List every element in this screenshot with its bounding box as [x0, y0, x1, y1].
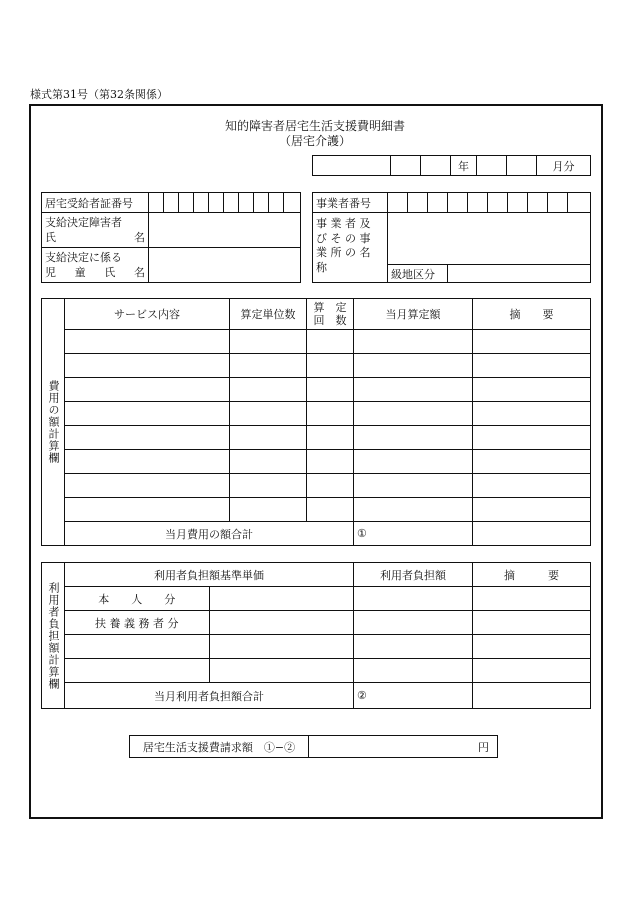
header-burden-remarks: 摘 要 [473, 563, 591, 587]
service-cell[interactable] [65, 426, 230, 450]
region-field[interactable] [448, 265, 591, 283]
unit-cell[interactable] [230, 330, 307, 354]
cost-side-label [42, 299, 65, 546]
burden-total-remarks[interactable] [473, 683, 591, 709]
cost-total-marker: ① [357, 527, 367, 540]
document-subtitle: （居宅介護） [278, 134, 351, 148]
recipient-name-field[interactable] [149, 213, 301, 248]
count-cell[interactable] [307, 330, 354, 354]
service-cell[interactable] [65, 474, 230, 498]
provider-digit[interactable] [508, 193, 528, 213]
cost-row [42, 330, 591, 354]
claim-label: 居宅生活支援費請求額 ①−② [130, 736, 309, 758]
burden-row-dependent [42, 611, 591, 635]
cost-row [42, 474, 591, 498]
remarks-cell[interactable] [473, 330, 591, 354]
dependent-amount-cell[interactable] [354, 611, 473, 635]
burden-base-cell[interactable] [209, 635, 354, 659]
burden-remarks-cell[interactable] [473, 635, 591, 659]
count-cell[interactable] [307, 474, 354, 498]
cert-digit[interactable] [179, 193, 194, 213]
date-era-cell[interactable] [313, 156, 391, 176]
burden-amount-cell[interactable] [354, 659, 473, 683]
amount-cell[interactable] [354, 402, 473, 426]
provider-digit[interactable] [388, 193, 408, 213]
burden-row-self [42, 587, 591, 611]
amount-cell[interactable] [354, 450, 473, 474]
provider-label-line1: 事 業 者 及 [316, 217, 371, 230]
provider-digit[interactable] [408, 193, 428, 213]
burden-side-text: 利用者負担額計算欄 [47, 581, 60, 690]
unit-cell[interactable] [230, 426, 307, 450]
remarks-cell[interactable] [473, 498, 591, 522]
amount-cell[interactable] [354, 354, 473, 378]
unit-cell[interactable] [230, 474, 307, 498]
count-cell[interactable] [307, 354, 354, 378]
year-label: 年 [451, 156, 477, 176]
count-cell[interactable] [307, 498, 354, 522]
burden-total-cell[interactable] [354, 683, 473, 709]
provider-digit[interactable] [468, 193, 488, 213]
remarks-cell[interactable] [473, 378, 591, 402]
cert-digit[interactable] [209, 193, 224, 213]
count-cell[interactable] [307, 450, 354, 474]
cert-digit[interactable] [284, 193, 301, 213]
cert-digit[interactable] [254, 193, 269, 213]
burden-amount-cell[interactable] [354, 635, 473, 659]
provider-digit[interactable] [448, 193, 468, 213]
yen-unit: 円 [478, 740, 489, 754]
provider-label-line3: 業 所 の 名 [316, 246, 371, 259]
cost-total-label: 当月費用の額合計 [65, 522, 354, 546]
self-amount-cell[interactable] [354, 587, 473, 611]
burden-base-cell[interactable] [209, 659, 354, 683]
amount-cell[interactable] [354, 498, 473, 522]
amount-cell[interactable] [354, 378, 473, 402]
burden-total-label: 当月利用者負担額合計 [65, 683, 354, 709]
self-base-cell[interactable] [209, 587, 354, 611]
claim-table [129, 735, 498, 758]
header-count-line2: 回 数 [313, 314, 347, 327]
remarks-cell[interactable] [473, 354, 591, 378]
dependent-remarks-cell[interactable] [473, 611, 591, 635]
cost-total-remarks[interactable] [473, 522, 591, 546]
unit-cell[interactable] [230, 378, 307, 402]
remarks-cell[interactable] [473, 474, 591, 498]
child-name-field[interactable] [149, 248, 301, 283]
header-count-line1: 算 定 [313, 301, 347, 314]
provider-name-field[interactable] [388, 213, 591, 265]
cert-digit[interactable] [149, 193, 164, 213]
provider-label-line2: び そ の 事 [316, 231, 371, 245]
cost-row [42, 378, 591, 402]
amount-cell[interactable] [354, 474, 473, 498]
service-cell[interactable] [65, 330, 230, 354]
self-label: 本 人 分 [65, 587, 210, 611]
remarks-cell[interactable] [473, 450, 591, 474]
unit-cell[interactable] [230, 402, 307, 426]
child-label-b: 童 [74, 266, 86, 279]
provider-digit[interactable] [528, 193, 548, 213]
claim-amount-field[interactable] [309, 736, 498, 758]
header-count [307, 299, 354, 330]
provider-number-label: 事業者番号 [313, 193, 388, 213]
date-table [312, 155, 591, 176]
cost-row [42, 354, 591, 378]
recipient-label-line1: 支給決定障害者 [45, 216, 122, 229]
recipient-name-label [42, 213, 149, 248]
burden-label-cell[interactable] [65, 659, 210, 683]
amount-cell[interactable] [354, 330, 473, 354]
header-service: サービス内容 [65, 299, 230, 330]
cert-digit[interactable] [269, 193, 284, 213]
burden-side-label [42, 563, 65, 709]
provider-digit[interactable] [568, 193, 591, 213]
cost-table [41, 298, 591, 546]
burden-remarks-cell[interactable] [473, 659, 591, 683]
count-cell[interactable] [307, 378, 354, 402]
cert-digit[interactable] [194, 193, 209, 213]
cost-side-text: 費用の額計算欄 [47, 380, 60, 464]
header-burden-amount: 利用者負担額 [354, 563, 473, 587]
provider-name-label [313, 213, 388, 283]
dependent-base-cell[interactable] [209, 611, 354, 635]
header-remarks: 摘 要 [473, 299, 591, 330]
month-label: 月分 [537, 156, 591, 176]
child-label-c: 氏 [104, 266, 116, 279]
recipient-label-a: 氏 [45, 231, 56, 244]
header-amount: 当月算定額 [354, 299, 473, 330]
burden-row [42, 635, 591, 659]
dependent-label: 扶 養 義 務 者 分 [65, 611, 210, 635]
cost-row [42, 450, 591, 474]
region-label: 級地区分 [388, 265, 448, 283]
service-cell[interactable] [65, 402, 230, 426]
unit-cell[interactable] [230, 450, 307, 474]
child-label-a: 児 [45, 266, 56, 279]
provider-info-table [312, 192, 591, 283]
cert-digit[interactable] [224, 193, 239, 213]
provider-label-line4: 称 [316, 260, 327, 274]
header-base: 利用者負担額基準単価 [65, 563, 354, 587]
certificate-number-label: 居宅受給者証番号 [42, 193, 149, 213]
cost-row [42, 402, 591, 426]
child-name-label [42, 248, 149, 283]
count-cell[interactable] [307, 402, 354, 426]
service-cell[interactable] [65, 450, 230, 474]
date-year-digit-2[interactable] [421, 156, 451, 176]
child-label-line1: 支給決定に係る [45, 251, 122, 264]
remarks-cell[interactable] [473, 426, 591, 450]
date-month-digit-2[interactable] [507, 156, 537, 176]
burden-table [41, 562, 591, 709]
recipient-label-b: 名 [134, 231, 145, 244]
form-number: 様式第31号（第32条関係） [30, 88, 168, 101]
cost-row [42, 498, 591, 522]
service-cell[interactable] [65, 498, 230, 522]
child-label-d: 名 [133, 266, 145, 279]
service-cell[interactable] [65, 378, 230, 402]
unit-cell[interactable] [230, 354, 307, 378]
burden-label-cell[interactable] [65, 635, 210, 659]
header-unit: 算定単位数 [230, 299, 307, 330]
burden-row [42, 659, 591, 683]
count-cell[interactable] [307, 426, 354, 450]
date-month-digit-1[interactable] [477, 156, 507, 176]
date-year-digit-1[interactable] [391, 156, 421, 176]
unit-cell[interactable] [230, 498, 307, 522]
burden-total-marker: ② [357, 689, 367, 702]
provider-digit[interactable] [548, 193, 568, 213]
document-title: 知的障害者居宅生活支援費明細書 [224, 119, 405, 133]
cert-digit[interactable] [164, 193, 179, 213]
amount-cell[interactable] [354, 426, 473, 450]
cost-total-cell[interactable] [354, 522, 473, 546]
recipient-info-table [41, 192, 301, 283]
remarks-cell[interactable] [473, 402, 591, 426]
service-cell[interactable] [65, 354, 230, 378]
provider-digit[interactable] [428, 193, 448, 213]
cost-total-row [42, 522, 591, 546]
cert-digit[interactable] [239, 193, 254, 213]
self-remarks-cell[interactable] [473, 587, 591, 611]
burden-total-row [42, 683, 591, 709]
cost-row [42, 426, 591, 450]
provider-digit[interactable] [488, 193, 508, 213]
